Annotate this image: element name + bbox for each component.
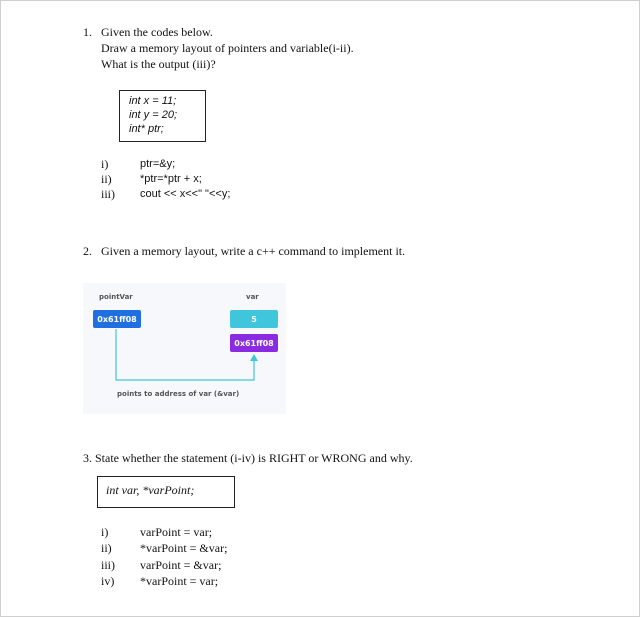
q1-code-line: int x = 11; bbox=[129, 95, 177, 107]
q1-item-num: i) bbox=[101, 157, 109, 171]
q1-code-line: int y = 20; bbox=[129, 109, 178, 121]
diagram-caption: points to address of var (&var) bbox=[117, 390, 240, 398]
var-label: var bbox=[246, 293, 259, 301]
memory-layout-diagram bbox=[83, 283, 286, 414]
q1-item-text: *ptr=*ptr + x; bbox=[140, 173, 202, 185]
q3-code-box bbox=[97, 476, 235, 508]
q1-code-line: int* ptr; bbox=[129, 123, 164, 135]
q2-text: Given a memory layout, write a c++ command to implement it. bbox=[101, 244, 406, 258]
q3-item-text: varPoint = var; bbox=[140, 525, 213, 539]
q1-number: 1. bbox=[83, 25, 92, 39]
q3-item-num: ii) bbox=[101, 541, 112, 555]
arrow-line bbox=[116, 329, 254, 380]
q2-number: 2. bbox=[83, 244, 92, 258]
q1-line2: Draw a memory layout of pointers and variable(i-ii). bbox=[101, 41, 354, 55]
q3-item-text: *varPoint = var; bbox=[140, 574, 219, 588]
q3-item-num: i) bbox=[101, 525, 109, 539]
q1-code-box bbox=[119, 90, 206, 142]
q3-item-text: varPoint = &var; bbox=[140, 558, 222, 572]
q3-item-num: iv) bbox=[101, 574, 115, 588]
pointvar-value-cell: 0x61ff08 bbox=[93, 310, 141, 328]
pointvar-label: pointVar bbox=[99, 293, 133, 301]
arrow-head-icon bbox=[250, 354, 258, 361]
q1-item-num: iii) bbox=[101, 187, 115, 201]
q3-item-num: iii) bbox=[101, 558, 115, 572]
q3-code-line: int var, *varPoint; bbox=[106, 483, 195, 497]
var-value-cell: 5 bbox=[230, 310, 278, 328]
q3-text: 3. State whether the statement (i-iv) is RIGHT or WRONG and why. bbox=[83, 451, 413, 465]
q1-item-text: ptr=&y; bbox=[140, 158, 176, 170]
var-address-cell: 0x61ff08 bbox=[230, 334, 278, 352]
q1-item-num: ii) bbox=[101, 172, 112, 186]
q1-line3: What is the output (iii)? bbox=[101, 57, 216, 71]
q1-item-text: cout << x<<" "<<y; bbox=[140, 188, 231, 200]
q3-item-text: *varPoint = &var; bbox=[140, 541, 228, 555]
q1-line1: Given the codes below. bbox=[101, 25, 213, 39]
